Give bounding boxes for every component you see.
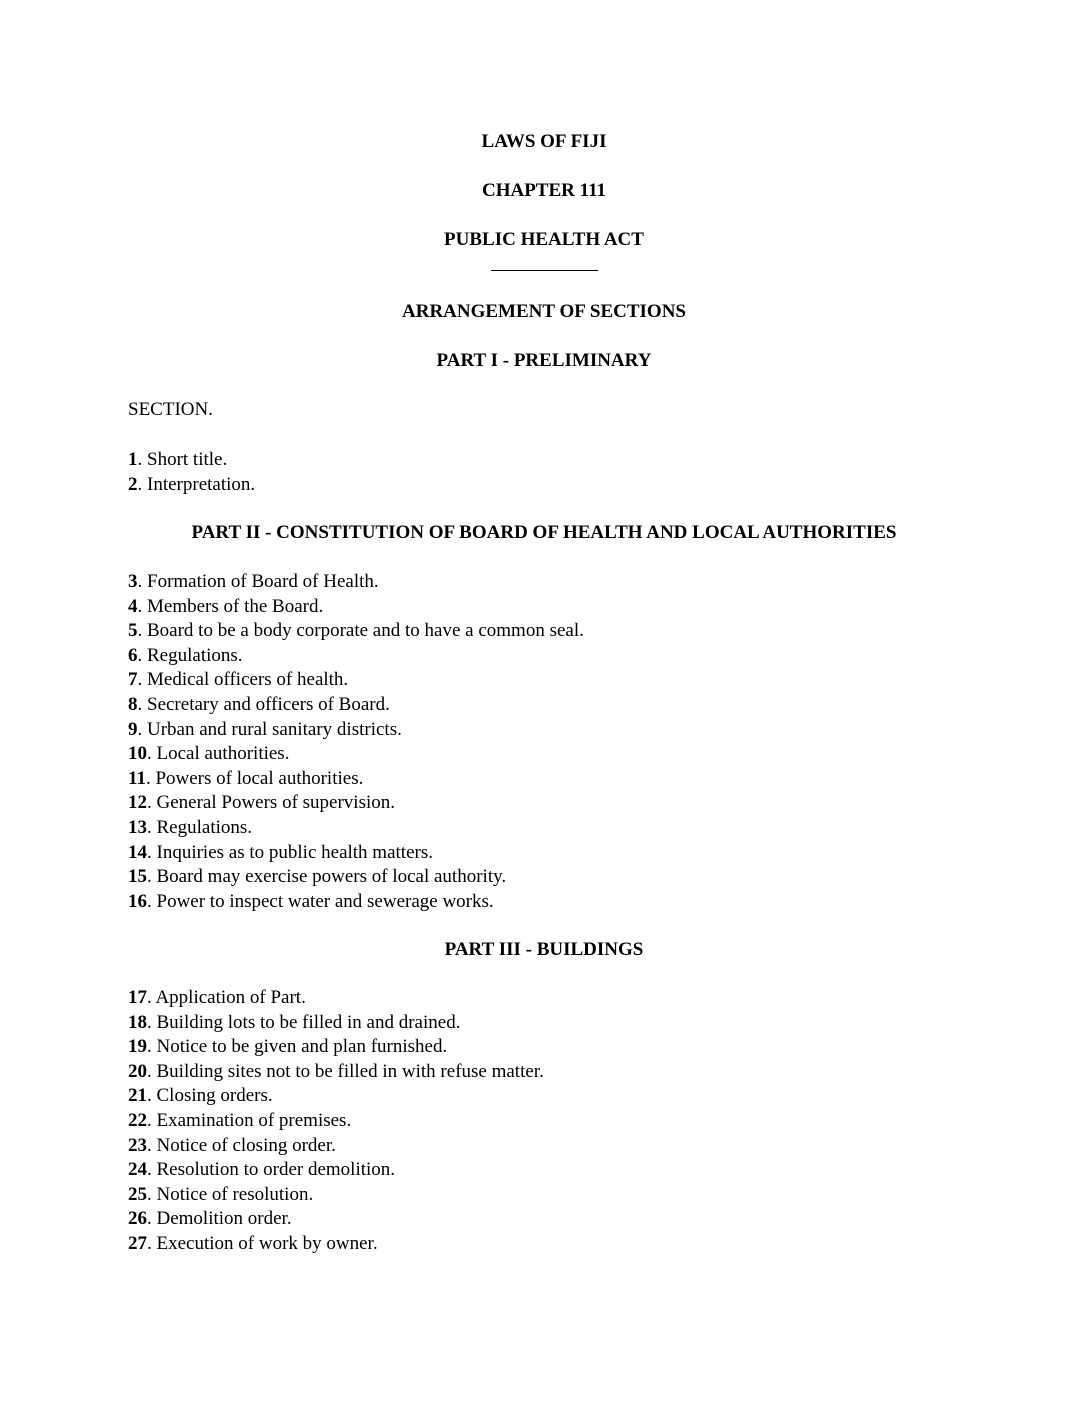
section-item (128, 1035, 544, 1060)
section-number: 23 (128, 1134, 147, 1156)
section-number: 6 (128, 644, 138, 666)
section-item (128, 841, 584, 866)
section-text: . Members of the Board. (137, 595, 324, 617)
section-text: . Examination of premises. (147, 1109, 352, 1131)
section-number: 20 (128, 1060, 147, 1082)
section-item (128, 890, 584, 915)
section-text: . Formation of Board of Health. (137, 571, 379, 592)
section-text: . Execution of work by owner. (147, 1232, 378, 1254)
section-item (128, 1207, 544, 1232)
section-number: 5 (128, 620, 138, 642)
part-2-heading: PART II - CONSTITUTION OF BOARD OF HEALTH AND LOCAL AUTHORITIES (191, 522, 897, 543)
section-item (128, 619, 584, 644)
title-divider (491, 270, 598, 271)
section-item (128, 1134, 544, 1159)
section-item (128, 1158, 544, 1183)
part-1-section-list (128, 448, 255, 497)
section-item (128, 816, 584, 841)
section-item (128, 570, 584, 595)
section-item (128, 865, 584, 890)
section-item (128, 742, 584, 767)
section-text: . Notice of resolution. (147, 1183, 314, 1205)
laws-title: LAWS OF FIJI (481, 131, 607, 152)
section-number: 25 (128, 1183, 147, 1205)
section-item (128, 644, 584, 669)
section-text: . Application of Part. (147, 987, 306, 1008)
section-number: 22 (128, 1109, 147, 1131)
section-text: . Board may exercise powers of local authority. (147, 866, 507, 888)
section-number: 3 (128, 571, 138, 592)
section-number: 18 (128, 1011, 147, 1033)
section-text: . Secretary and officers of Board. (137, 693, 390, 715)
section-number: 24 (128, 1159, 147, 1181)
part-2-section-list (128, 570, 584, 914)
section-item (128, 595, 584, 620)
section-item (128, 767, 584, 792)
section-number: 2 (128, 473, 138, 495)
section-number: 14 (128, 841, 147, 863)
section-label: SECTION. (128, 399, 213, 420)
section-number: 17 (128, 987, 147, 1008)
section-item (128, 1109, 544, 1134)
section-number: 12 (128, 792, 147, 814)
section-number: 11 (128, 767, 146, 789)
section-text: . Interpretation. (137, 473, 256, 495)
section-number: 1 (128, 449, 138, 470)
section-number: 9 (128, 718, 138, 740)
section-item (128, 448, 255, 473)
section-number: 4 (128, 595, 138, 617)
section-text: . Board to be a body corporate and to have a common seal. (137, 620, 584, 642)
section-text: . Urban and rural sanitary districts. (137, 718, 402, 740)
section-text: . Regulations. (137, 644, 243, 666)
section-item (128, 1011, 544, 1036)
section-number: 19 (128, 1036, 147, 1058)
section-number: 15 (128, 866, 147, 888)
section-text: . Building sites not to be filled in with refuse matter. (147, 1060, 544, 1082)
section-item (128, 791, 584, 816)
section-text: . Notice of closing order. (147, 1134, 336, 1156)
section-text: . Closing orders. (147, 1085, 273, 1107)
section-number: 10 (128, 743, 147, 765)
arrangement-heading: ARRANGEMENT OF SECTIONS (402, 301, 686, 322)
section-item (128, 1084, 544, 1109)
section-item (128, 986, 544, 1011)
act-title: PUBLIC HEALTH ACT (444, 229, 644, 250)
section-item (128, 1232, 544, 1257)
section-text: . Short title. (137, 449, 228, 470)
section-text: . Demolition order. (147, 1208, 292, 1230)
section-text: . Inquiries as to public health matters. (147, 841, 433, 863)
section-number: 21 (128, 1085, 147, 1107)
part-1-heading: PART I - PRELIMINARY (436, 350, 652, 371)
section-item (128, 1183, 544, 1208)
section-text: . Powers of local authorities. (145, 767, 364, 789)
section-text: . Building lots to be filled in and drained. (147, 1011, 461, 1033)
section-text: . Notice to be given and plan furnished. (147, 1036, 448, 1058)
section-text: . Medical officers of health. (137, 669, 349, 691)
section-item (128, 693, 584, 718)
section-item (128, 718, 584, 743)
section-text: . General Powers of supervision. (147, 792, 396, 814)
part-3-heading: PART III - BUILDINGS (444, 939, 644, 960)
section-text: . Power to inspect water and sewerage works. (147, 890, 494, 912)
section-text: . Local authorities. (147, 743, 290, 765)
section-number: 26 (128, 1208, 147, 1230)
section-text: . Regulations. (147, 816, 253, 838)
section-item (128, 473, 255, 498)
section-item (128, 668, 584, 693)
section-number: 13 (128, 816, 147, 838)
section-number: 8 (128, 693, 138, 715)
chapter-title: CHAPTER 111 (481, 180, 607, 201)
section-number: 7 (128, 669, 138, 691)
section-number: 27 (128, 1232, 147, 1254)
section-number: 16 (128, 890, 147, 912)
section-item (128, 1060, 544, 1085)
section-text: . Resolution to order demolition. (147, 1159, 396, 1181)
part-3-section-list (128, 986, 544, 1257)
